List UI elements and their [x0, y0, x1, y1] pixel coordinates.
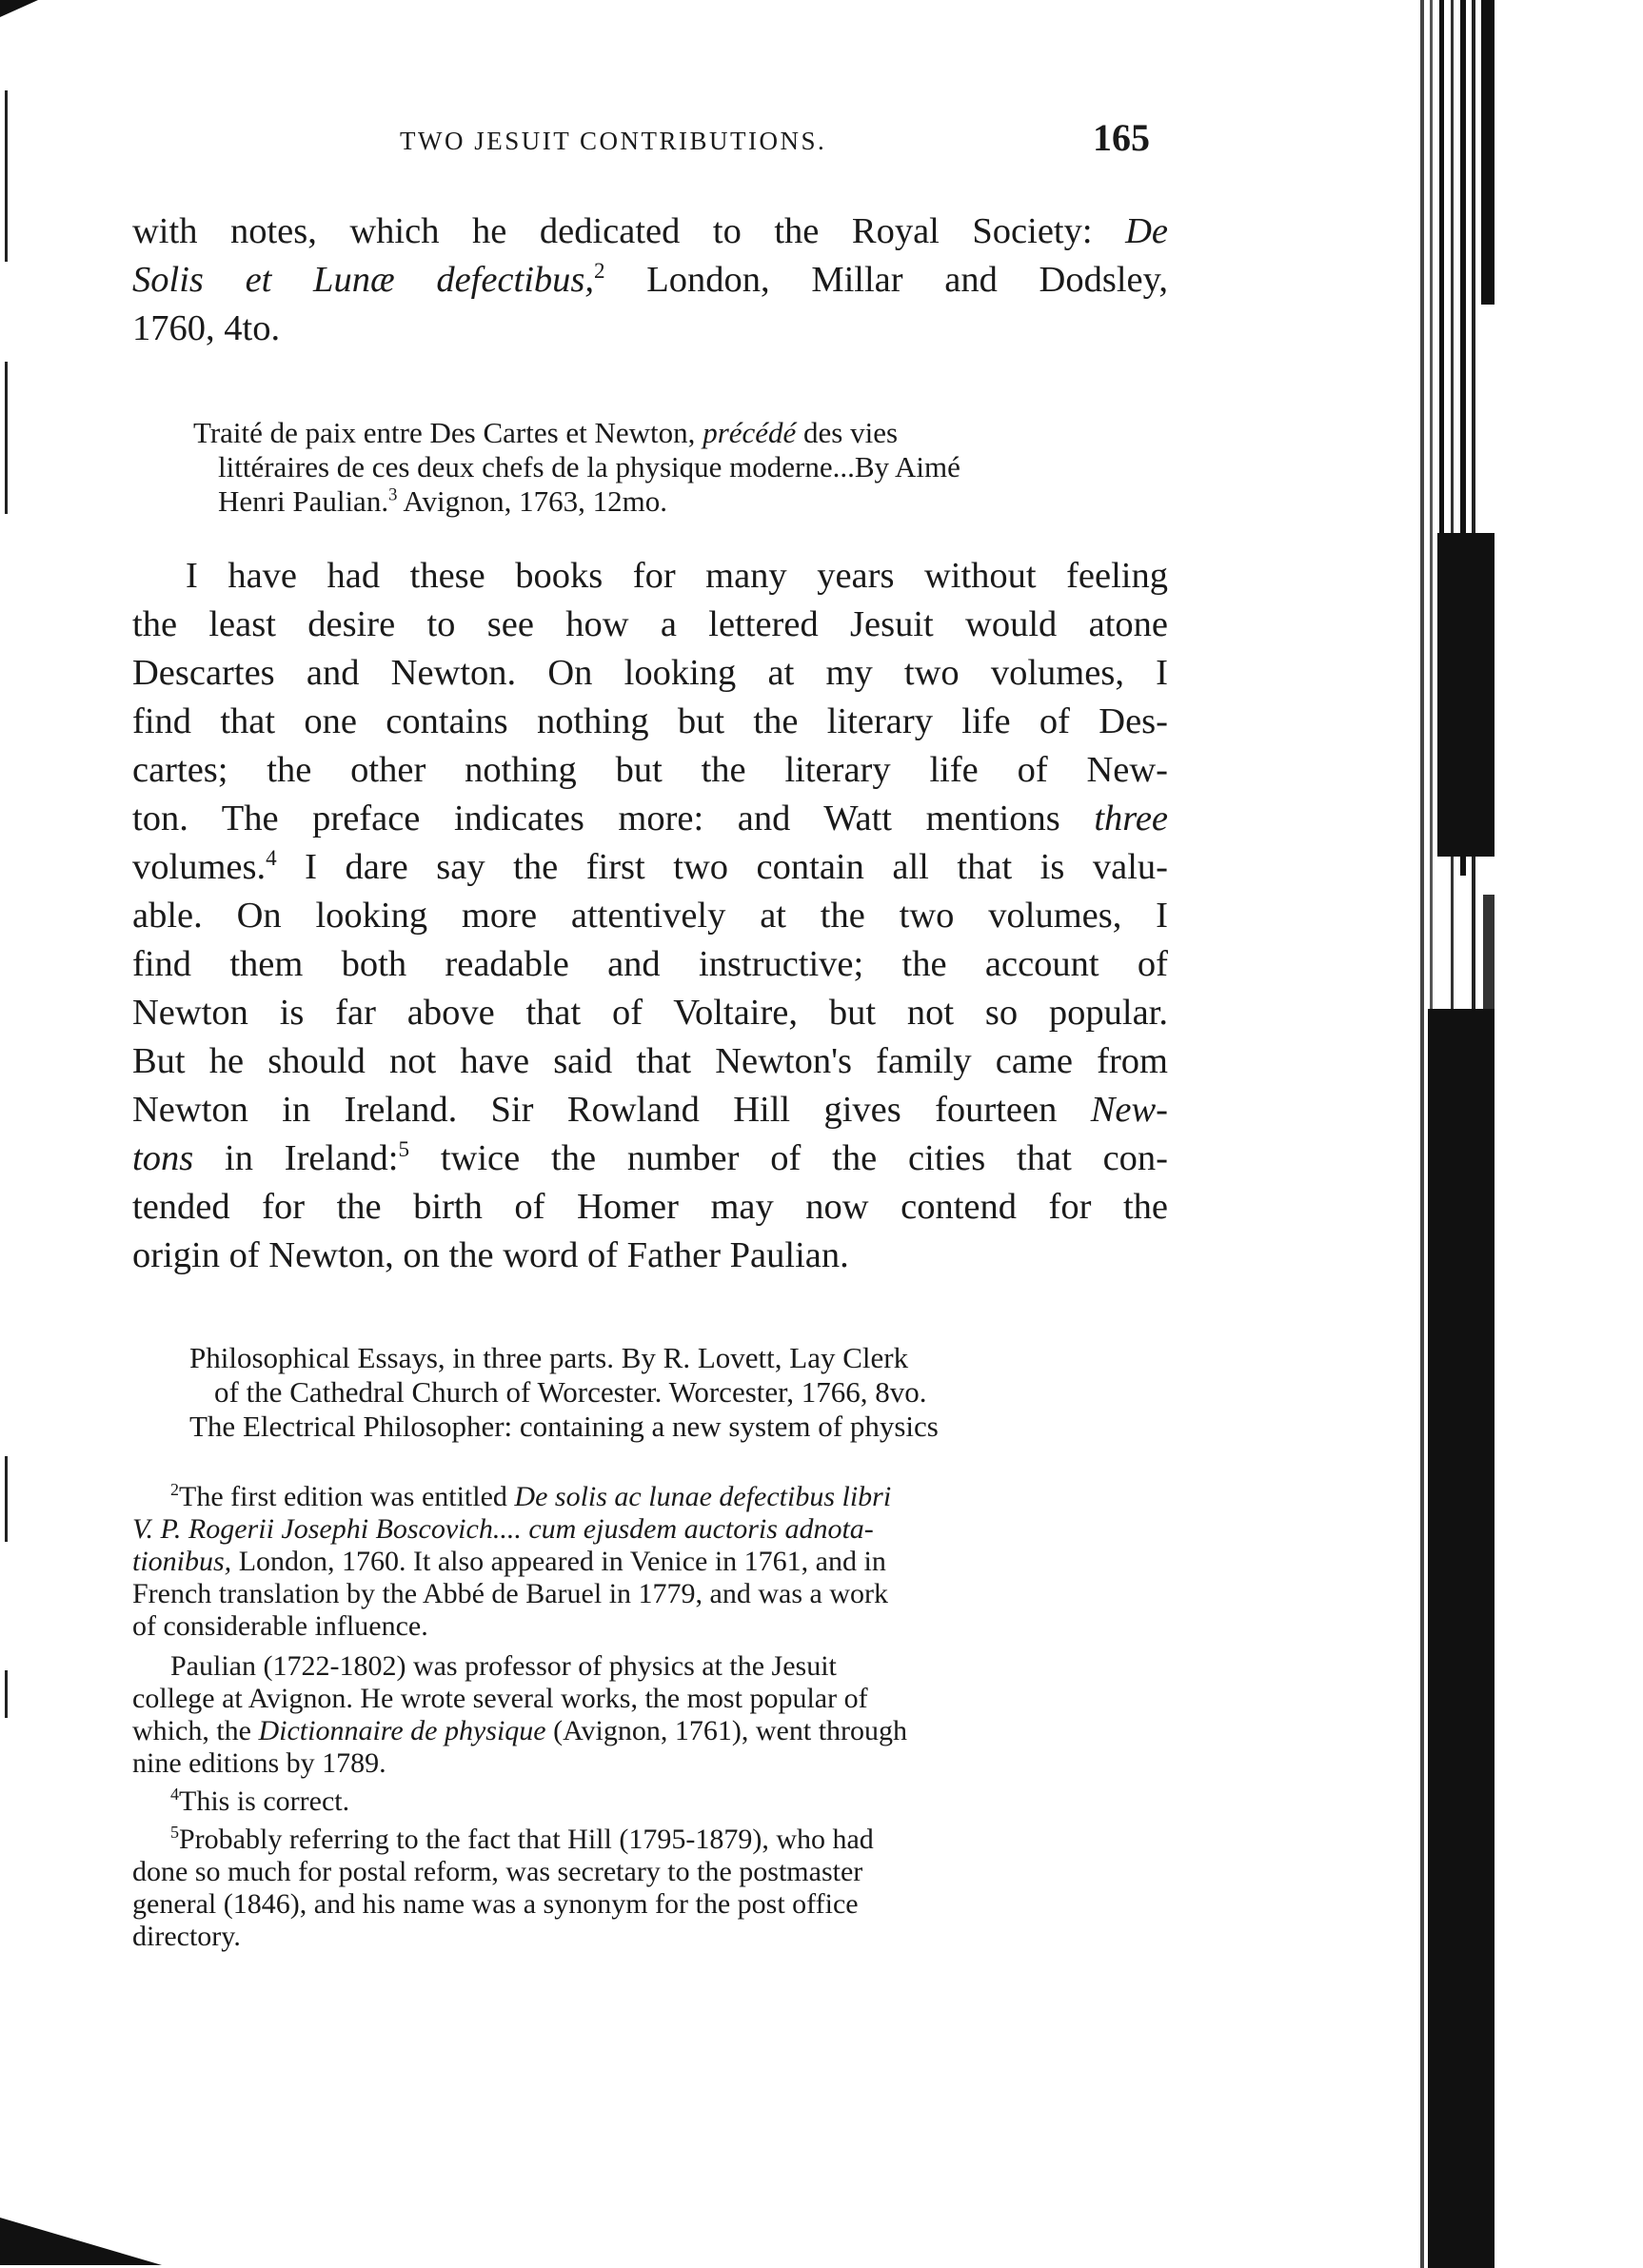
text-line: able. On looking more attentively at the two volumes, I: [132, 896, 1168, 936]
footnote-ref: 4: [266, 845, 277, 871]
footnote-mark: 5: [170, 1823, 179, 1842]
text-line: V. P. Rogerii Josephi Boscovich.... cum ejusdem auctoris adnota-: [132, 1513, 874, 1545]
page-number: 165: [1093, 116, 1150, 159]
text-line: ton. The preface indicates more: and Watt mentions three: [132, 799, 1169, 838]
text-line: of considerable influence.: [132, 1610, 428, 1642]
footnote-mark: 2: [170, 1480, 179, 1499]
footnote-3: Paulian (1722-1802) was professor of physics at the Jesuit: [170, 1650, 837, 1682]
continuation-paragraph: [132, 207, 1168, 353]
footnote-mark: 4: [170, 1785, 179, 1804]
text-line: done so much for postal reform, was secretary to the postmaster: [132, 1856, 863, 1887]
text-line: Philosophical Essays, in three parts. By R. Lovett, Lay Clerk: [189, 1341, 909, 1374]
text-line: I have had these books for many years without feeling: [186, 556, 1168, 596]
bibliographic-entry-paulian: [193, 416, 1168, 519]
footnote-2: $^2$The first edition was entitled De solis ac lunae defectibus libri: [170, 1480, 892, 1512]
text-line: which, the Dictionnaire de physique (Avignon, 1761), went through: [132, 1715, 908, 1746]
text-line: with notes, which he dedicated to the Royal Society: De: [132, 211, 1169, 251]
text-line: French translation by the Abbé de Baruel in 1779, and was a work: [132, 1578, 888, 1609]
footnotes: [132, 1481, 1168, 1953]
text-line: Descartes and Newton. On looking at my two volumes, I: [132, 653, 1168, 693]
text-line: 1760, 4to.: [132, 308, 281, 348]
footnote-ref: 2: [594, 258, 605, 284]
footnote-ref: 5: [398, 1136, 410, 1162]
text-line: directory.: [132, 1921, 241, 1952]
text-line: Solis et Lunæ defectibus,$^2$ London, Millar and Dodsley,: [132, 258, 1168, 300]
text-line: The Electrical Philosopher: containing a new system of physics: [189, 1410, 939, 1443]
text-line: Traité de paix entre Des Cartes et Newton, précédé des vies: [193, 416, 899, 449]
text-line: littéraires de ces deux chefs de la physique moderne...By Aimé: [218, 450, 960, 483]
commentary-paragraph: [132, 552, 1168, 1280]
text-line: tionibus, London, 1760. It also appeared in Venice in 1761, and in: [132, 1546, 886, 1577]
footnote-5: $^5$Probably referring to the fact that Hill (1795-1879), who had: [170, 1823, 874, 1855]
text-line: volumes.$^4$ I dare say the first two contain all that is valu-: [132, 845, 1168, 887]
text-line: tons in Ireland:$^5$ twice the number of the cities that con-: [132, 1136, 1168, 1178]
text-line: Newton is far above that of Voltaire, but not so popular.: [132, 993, 1168, 1033]
text-line: Henri Paulian.$^3$ Avignon, 1763, 12mo.: [218, 484, 667, 518]
text-line: of the Cathedral Church of Worcester. Worcester, 1766, 8vo.: [214, 1375, 927, 1409]
text-line: college at Avignon. He wrote several works, the most popular of: [132, 1683, 868, 1714]
text-line: find that one contains nothing but the literary life of Des-: [132, 701, 1168, 741]
text-line: But he should not have said that Newton's family came from: [132, 1041, 1168, 1081]
text-line: the least desire to see how a lettered Jesuit would atone: [132, 604, 1168, 644]
running-title: TWO JESUIT CONTRIBUTIONS.: [400, 127, 827, 155]
text-line: tended for the birth of Homer may now contend for the: [132, 1187, 1168, 1227]
text-line: cartes; the other nothing but the literary life of New-: [132, 750, 1168, 790]
text-line: Newton in Ireland. Sir Rowland Hill gives fourteen New-: [132, 1090, 1168, 1130]
text-line: find them both readable and instructive; the account of: [132, 944, 1168, 984]
text-line: origin of Newton, on the word of Father Paulian.: [132, 1235, 849, 1275]
bibliographic-entry-lovett: [189, 1341, 1168, 1444]
footnote-4: $^4$This is correct.: [170, 1785, 350, 1817]
text-line: nine editions by 1789.: [132, 1747, 386, 1779]
text-line: general (1846), and his name was a synonym for the post office: [132, 1888, 859, 1920]
footnote-ref: 3: [388, 484, 398, 505]
